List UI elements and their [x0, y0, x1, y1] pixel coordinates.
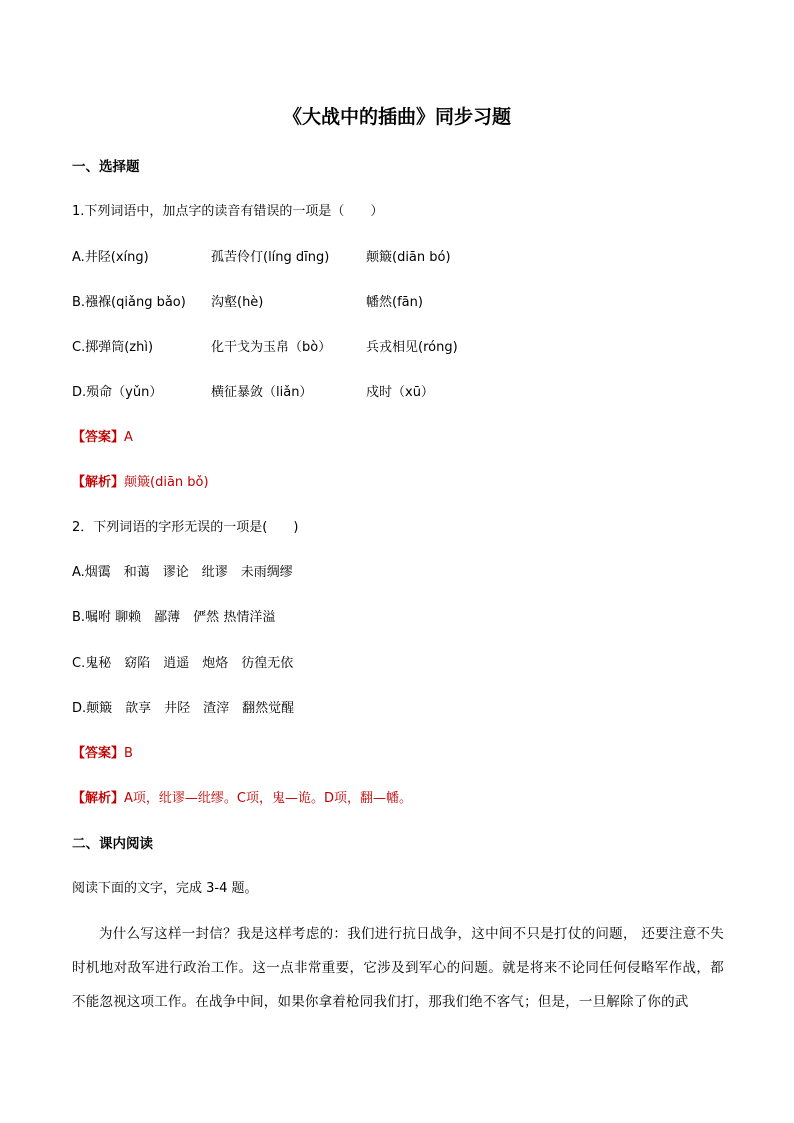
- option-b-3: 幡然(fān): [366, 295, 423, 310]
- answer-tag: 【答案】: [72, 430, 125, 445]
- question-2-option-a: A.烟霭 和蔼 谬论 纰谬 未雨绸缪: [72, 565, 293, 580]
- option-c-1: C.掷弹筒(zhì): [72, 340, 154, 355]
- question-2-option-c: C.鬼秘 窈陷 逍遥 炮烙 彷徨无依: [72, 656, 294, 671]
- page-title: 《大战中的插曲》同步习题: [282, 106, 511, 128]
- option-a-1: A.井陉(xíng): [72, 250, 149, 265]
- analysis-text: 颠簸(diān bǒ): [124, 475, 209, 490]
- answer-tag: 【答案】: [72, 746, 125, 761]
- question-1-analysis: [72, 474, 209, 492]
- option-a-2: 孤苦伶仃(líng dīng): [211, 250, 330, 265]
- question-1-answer: [72, 429, 133, 447]
- question-2-option-b: B.嘱咐 聊赖 鄙薄 俨然 热情洋溢: [72, 610, 276, 625]
- question-1-stem: 1.下列词语中，加点字的读音有错误的一项是（ ）: [72, 204, 384, 219]
- reading-intro: 阅读下面的文字，完成 3-4 题。: [72, 881, 258, 896]
- option-b-1: B.襁褓(qiǎng bǎo): [72, 295, 186, 310]
- section-heading-reading: 二、课内阅读: [72, 836, 153, 852]
- option-c-2: 化干戈为玉帛（bò）: [211, 340, 332, 355]
- answer-value: B: [124, 746, 133, 761]
- analysis-tag: 【解析】: [72, 791, 125, 806]
- section-heading-choice: 一、选择题: [72, 159, 140, 175]
- question-2-stem: 2．下列词语的字形无误的一项是( ): [72, 520, 299, 535]
- question-2-answer: [72, 745, 133, 763]
- option-c-3: 兵戎相见(róng): [366, 340, 458, 355]
- option-d-1: D.殒命（yǔn）: [72, 385, 163, 400]
- option-d-2: 横征暴敛（liǎn）: [211, 385, 313, 400]
- option-b-2: 沟壑(hè): [211, 295, 264, 310]
- analysis-text: A项，纰谬—纰缪。C项，鬼—诡。D项，翻—幡。: [124, 791, 412, 806]
- analysis-tag: 【解析】: [72, 475, 125, 490]
- question-2-option-d: D.颠簸 歆享 井陉 渣滓 翻然觉醒: [72, 701, 295, 716]
- reading-passage: 为什么写这样一封信？我是这样考虑的：我们进行抗日战争，这中间不只是打仗的问题， 还要注意不失时机地对敌军进行政治工作。这一点非常重要，它涉及到军心的问题。就是将来不论同任何侵略军作战，都不能忽视这项工作。在战争中间，如果你拿着枪同我们打，那我们绝不客气；但是，一旦解除了你的武: [72, 926, 724, 1010]
- question-2-analysis: [72, 790, 412, 808]
- option-a-3: 颠簸(diān bó): [366, 250, 451, 265]
- answer-value: A: [124, 430, 133, 445]
- option-d-3: 戍时（xū）: [366, 385, 434, 400]
